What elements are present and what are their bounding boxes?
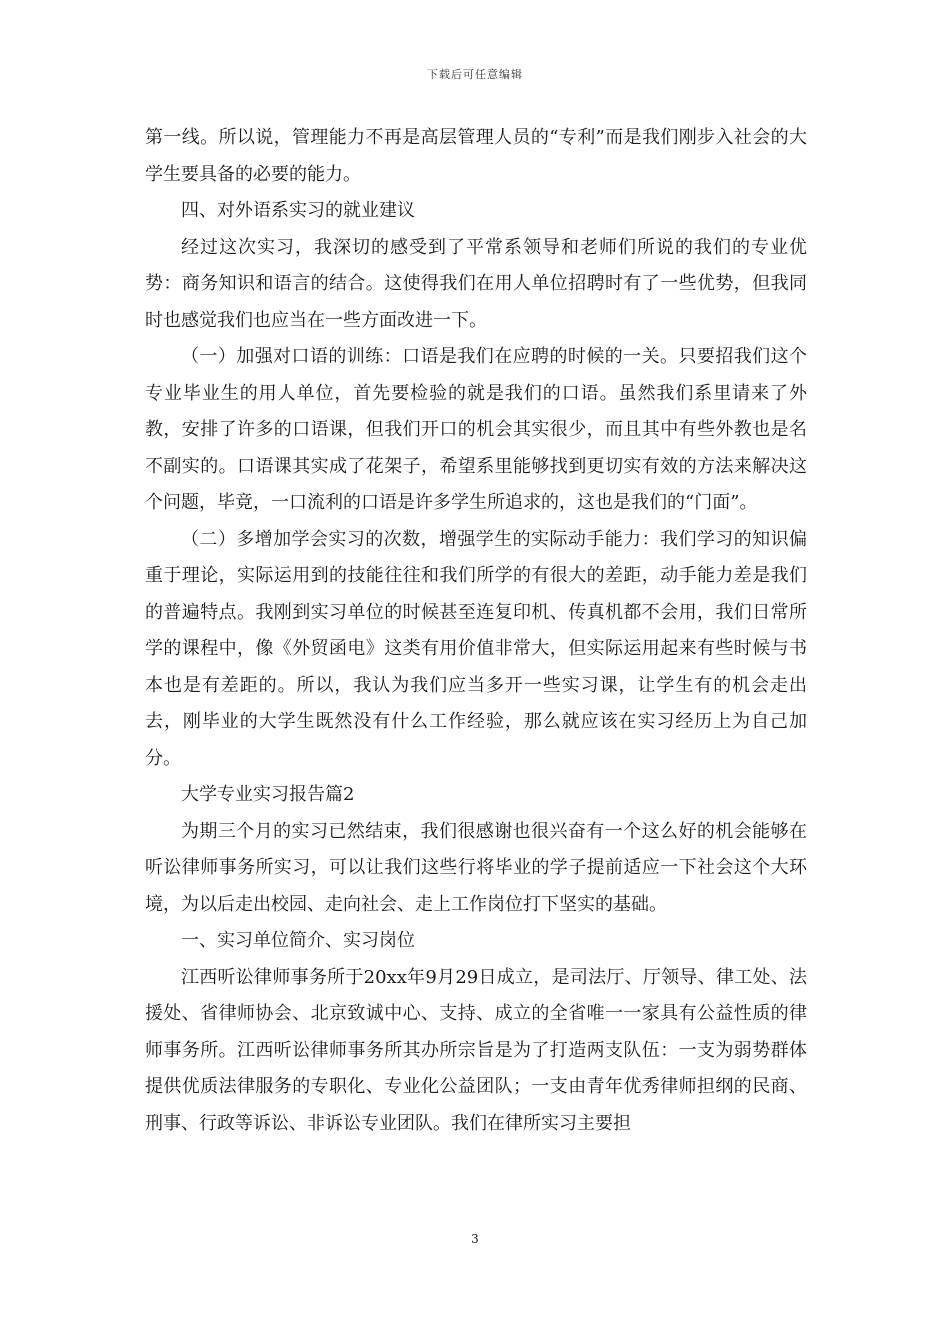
paragraph-intro: 为期三个月的实习已然结束，我们很感谢也很兴奋有一个这么好的机会能够在听讼律师事务所实习，可以让我们这些行将毕业的学子提前适应一下社会这个大环境，为以后走出校园、走向社会、走上工作岗位打下坚实的基础。 xyxy=(145,820,807,915)
page-number: 3 xyxy=(471,1232,479,1246)
paragraph-practice: （二）多增加学会实习的次数，增强学生的实际动手能力：我们学习的知识偏重于理论，实际运用到的技能往往和我们所学的有很大的差距，动手能力差是我们的普遍特点。我刚到实习单位的时候甚至连复印机、传真机都不会用，我们日常所学的课程中，像《外贸函电》这类有用价值非常大，但实际运用起来有些时候与书本也是有差距的。所以，我认为我们应当多开一些实习课，让学生有的机会走出去，刚毕业的大学生既然没有什么工作经验，那么就应该在实习经历上为自己加分。 xyxy=(145,528,807,769)
report-title-2: 大学专业实习报告篇2 xyxy=(181,784,355,805)
section-heading-four: 四、对外语系实习的就业建议 xyxy=(181,200,415,221)
section-heading-one: 一、实习单位简介、实习岗位 xyxy=(181,930,415,951)
document-body xyxy=(145,120,807,1142)
paragraph-firm-intro: 江西听讼律师事务所于20xx年9月29日成立，是司法厅、厅领导、律工处、法援处、省律师协会、北京致诚中心、支持、成立的全省唯一一家具有公益性质的律师事务所。江西听讼律师事务所其办所宗旨是为了打造两支队伍：一支为弱势群体提供优质法律服务的专职化、专业化公益团队；一支由青年优秀律师担纲的民商、刑事、行政等诉讼、非诉讼专业团队。我们在律所实习主要担 xyxy=(145,966,807,1134)
page-header: 下载后可任意编辑 xyxy=(427,68,523,81)
paragraph-oral-training: （一）加强对口语的训练：口语是我们在应聘的时候的一关。只要招我们这个专业毕业生的用人单位，首先要检验的就是我们的口语。虽然我们系里请来了外教，安排了许多的口语课，但我们开口的机会其实很少，而且其中有些外教也是名不副实的。口语课其实成了花架子，希望系里能够找到更切实有效的方法来解决这个问题，毕竟，一口流利的口语是许多学生所追求的，这也是我们的“门面”。 xyxy=(145,346,807,513)
paragraph-advantages: 经过这次实习，我深切的感受到了平常系领导和老师们所说的我们的专业优势：商务知识和语言的结合。这使得我们在用人单位招聘时有了一些优势，但我同时也感觉我们也应当在一些方面改进一下。 xyxy=(145,236,807,331)
paragraph-continuation: 第一线。所以说，管理能力不再是高层管理人员的“专利”而是我们刚步入社会的大学生要具备的必要的能力。 xyxy=(145,127,807,185)
